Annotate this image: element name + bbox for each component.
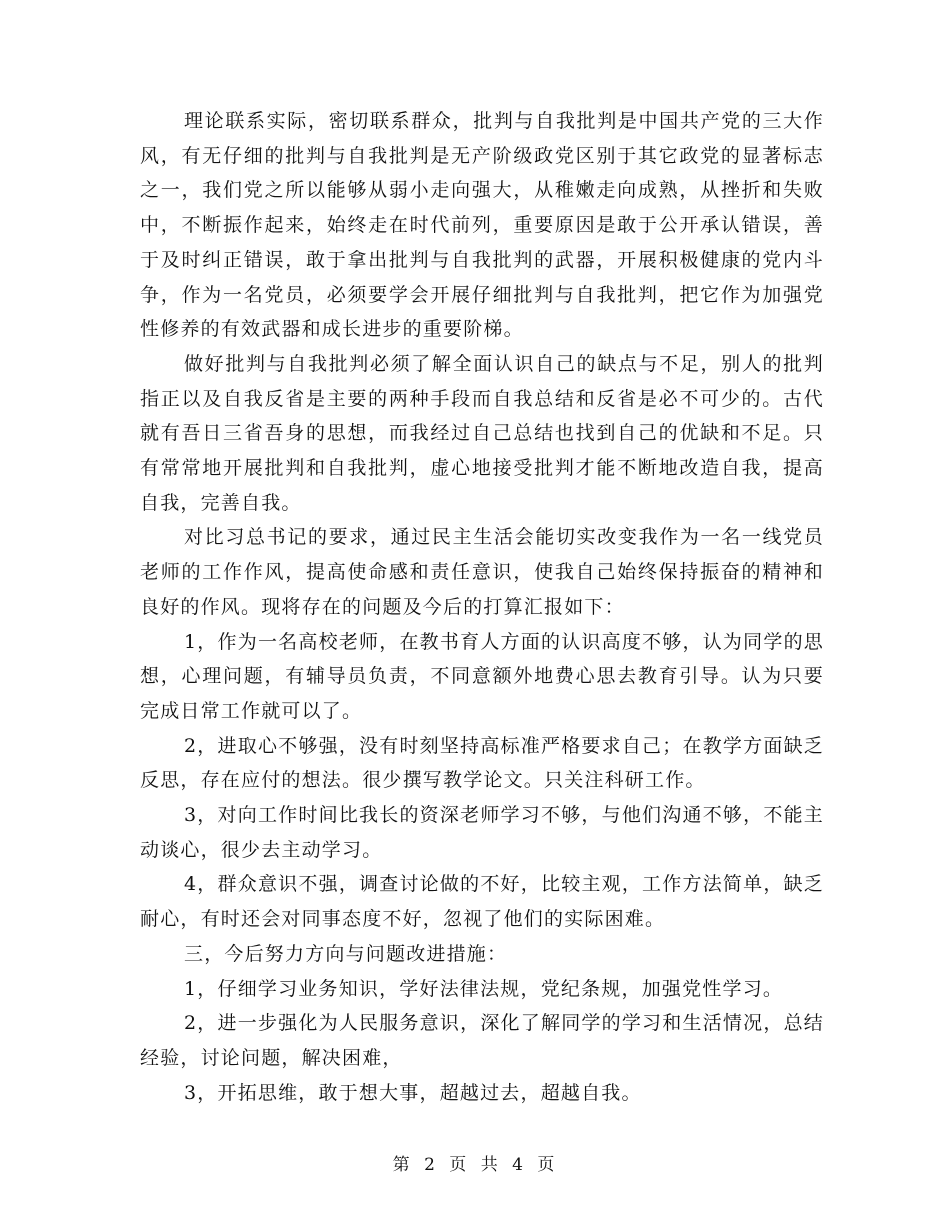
problem-item-4: 4，群众意识不强，调查讨论做的不好，比较主观，工作方法简单，缺乏耐心，有时还会对同事态度不好，忽视了他们的实际困难。 <box>140 873 824 931</box>
measure-item-1: 1，仔细学习业务知识，学好法律法规，党纪条规，加强党性学习。 <box>184 977 784 1000</box>
paragraph-requirements: 对比习总书记的要求，通过民主生活会能切实改变我作为一名一线党员老师的工作作风，提高使命感和责任意识，使我自己始终保持振奋的精神和良好的作风。现将存在的问题及今后的打算汇报如下： <box>140 526 824 618</box>
section-heading-improvements: 三，今后努力方向与问题改进措施： <box>184 942 508 965</box>
paragraph-intro: 理论联系实际，密切联系群众，批判与自我批判是中国共产党的三大作风，有无仔细的批判与自我批判是无产阶级政党区别于其它政党的显著标志之一，我们党之所以能够从弱小走向强大，从稚嫩走向成熟，从挫折和失败中，不断振作起来，始终走在时代前列，重要原因是敢于公开承认错误，善于及时纠正错误，敢于拿出批判与自我批判的武器，开展积极健康的党内斗争，作为一名党员，必须要学会开展仔细批判与自我批判，把它作为加强党性修养的有效武器和成长进步的重要阶梯。 <box>140 110 824 341</box>
paragraph-self-criticism: 做好批判与自我批判必须了解全面认识自己的缺点与不足，别人的批判指正以及自我反省是主要的两种手段而自我总结和反省是必不可少的。古代就有吾日三省吾身的思想，而我经过自己总结也找到自己的优缺和不足。只有常常地开展批判和自我批判，虚心地接受批判才能不断地改造自我，提高自我，完善自我。 <box>140 352 824 514</box>
problem-item-1: 1，作为一名高校老师，在教书育人方面的认识高度不够，认为同学的思想，心理问题，有辅导员负责，不同意额外地费心思去教育引导。认为只要完成日常工作就可以了。 <box>140 630 824 722</box>
problem-item-3: 3，对向工作时间比我长的资深老师学习不够，与他们沟通不够，不能主动谈心，很少去主动学习。 <box>140 804 824 861</box>
problem-item-2: 2，进取心不够强，没有时刻坚持高标准严格要求自己；在教学方面缺乏反思，存在应付的想法。很少撰写教学论文。只关注科研工作。 <box>140 734 824 792</box>
page-number: 第 2 页 共 4 页 <box>392 1155 558 1175</box>
measure-item-2: 2，进一步强化为人民服务意识，深化了解同学的学习和生活情况，总结经验，讨论问题，解决困难， <box>140 1012 824 1069</box>
document-body <box>140 104 824 1110</box>
measure-item-3: 3，开拓思维，敢于想大事，超越过去，超越自我。 <box>184 1081 642 1104</box>
